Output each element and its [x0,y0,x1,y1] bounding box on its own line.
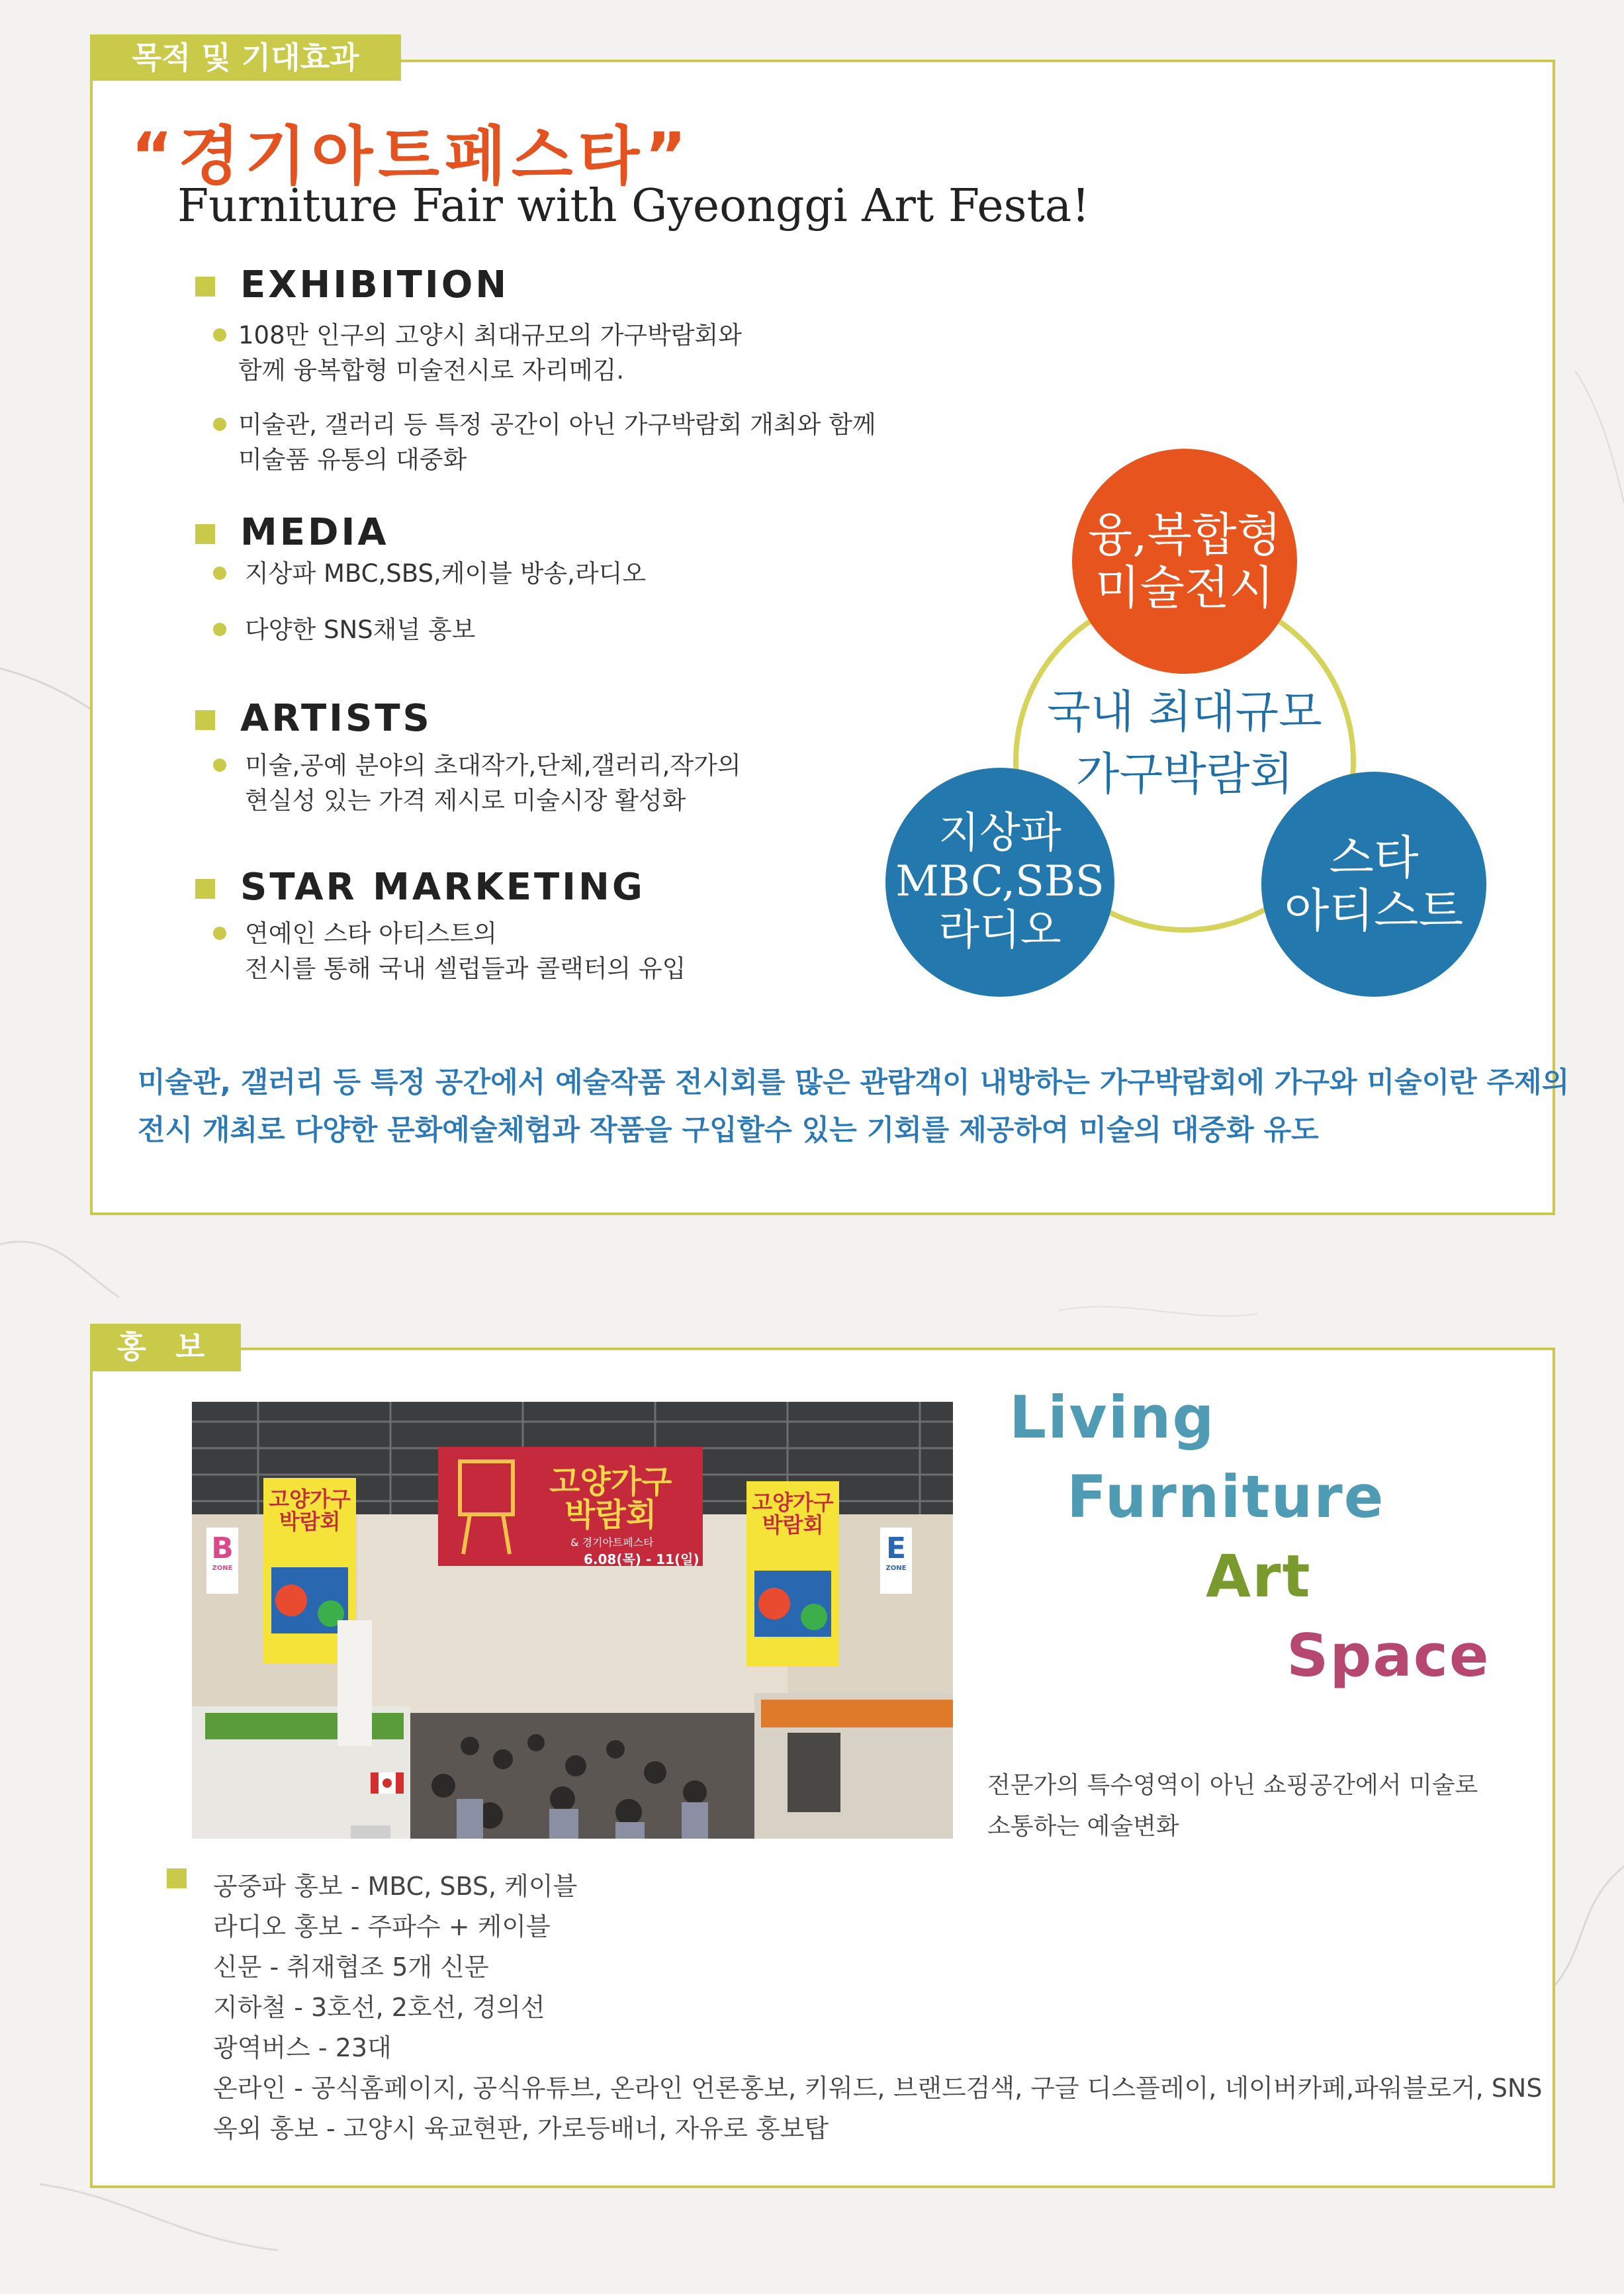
dot-bullet-icon [213,623,226,636]
square-bullet-icon [167,1868,187,1888]
dot-bullet-icon [213,328,226,342]
banner-center-sub: & 경기아트페스타 [570,1536,654,1549]
word-living: Living [1009,1383,1216,1451]
artists-item-1: 미술,공예 분야의 초대작가,단체,갤러리,작가의 현실성 있는 가격 제시로 미술시장 활성화 [213,748,741,818]
list-item: 신문 - 취재협조 5개 신문 [213,1952,489,1982]
dot-bullet-icon [213,927,226,940]
list-item: 라디오 홍보 - 주파수 + 케이블 [213,1912,551,1941]
exhibition-heading: EXHIBITION [195,263,509,306]
word-art: Art [1206,1542,1312,1610]
purpose-summary: 미술관, 갤러리 등 특정 공간에서 예술작품 전시회를 많은 관람객이 내방하는 가구박람회에 가구와 미술이란 주제의 전시 개최로 다양한 문화예술체험과 작품을 구입할수 있는 기회를 제공하여 미술의 대중화 유도 [138,1066,1570,1147]
diagram-circle-left: 지상파 MBC,SBS 라디오 [885,768,1114,997]
word-furniture: Furniture [1067,1463,1385,1531]
dot-bullet-icon [213,418,226,431]
title-english: Furniture Fair with Gyeonggi Art Festa! [177,180,1090,232]
banner-right-title: 고양가구 박람회 [752,1490,834,1537]
star-marketing-heading: STAR MARKETING [195,866,645,909]
promotion-tab: 홍 보 [90,1324,241,1371]
diagram-center-text: 국내 최대규모 가구박람회 [1047,686,1322,801]
zone-b-sign: B ZONE [211,1532,234,1572]
diagram-circle-top: 융,복합형 미술전시 [1072,449,1297,674]
purpose-tab: 목적 및 기대효과 [90,34,401,81]
banner-left-title: 고양가구 박람회 [269,1487,351,1534]
square-bullet-icon [195,710,215,730]
square-bullet-icon [195,879,215,899]
media-heading: MEDIA [195,511,389,554]
artists-heading: ARTISTS [195,697,432,740]
zone-e-sign: E ZONE [885,1532,907,1572]
list-item: 광역버스 - 23대 [213,2033,392,2062]
star-item-1: 연예인 스타 아티스트의 전시를 통해 국내 셀럽들과 콜랙터의 유입 [213,916,686,986]
media-item-1: 지상파 MBC,SBS,케이블 방송,라디오 [213,556,646,591]
word-space: Space [1286,1622,1490,1690]
list-item: 공중파 홍보 - MBC, SBS, 케이블 [213,1872,578,1901]
banner-center-title: 고양가구 박람회 [549,1463,672,1534]
square-bullet-icon [195,524,215,544]
list-item: 지하철 - 3호선, 2호선, 경의선 [213,1993,545,2022]
banner-center-date: 6.08(목) - 11(일) [584,1551,699,1567]
list-item: 온라인 - 공식홈페이지, 공식유튜브, 온라인 언론홍보, 키워드, 브랜드검색, 구글 디스플레이, 네이버카페,파워블로거, SNS [213,2074,1543,2103]
media-item-2: 다양한 SNS채널 홍보 [213,612,475,647]
exhibition-item-2: 미술관, 갤러리 등 특정 공간이 아닌 가구박람회 개최와 함께 미술품 유통의 대중화 [213,407,876,477]
list-item: 옥외 홍보 - 고양시 육교현판, 가로등배너, 자유로 홍보탑 [213,2114,829,2143]
diagram-circle-right: 스타 아티스트 [1261,772,1486,997]
promotion-description: 전문가의 특수영역이 아닌 쇼핑공간에서 미술로 소통하는 예술변화 [987,1772,1478,1840]
dot-bullet-icon [213,758,226,772]
fair-photo [192,1402,953,1839]
exhibition-item-1: 108만 인구의 고양시 최대규모의 가구박람회와 함께 융복합형 미술전시로 자리메김. [213,318,742,388]
title-korean: “경기아트페스타” [131,119,692,193]
square-bullet-icon [195,277,215,297]
promotion-list [213,1866,1542,2149]
dot-bullet-icon [213,567,226,580]
